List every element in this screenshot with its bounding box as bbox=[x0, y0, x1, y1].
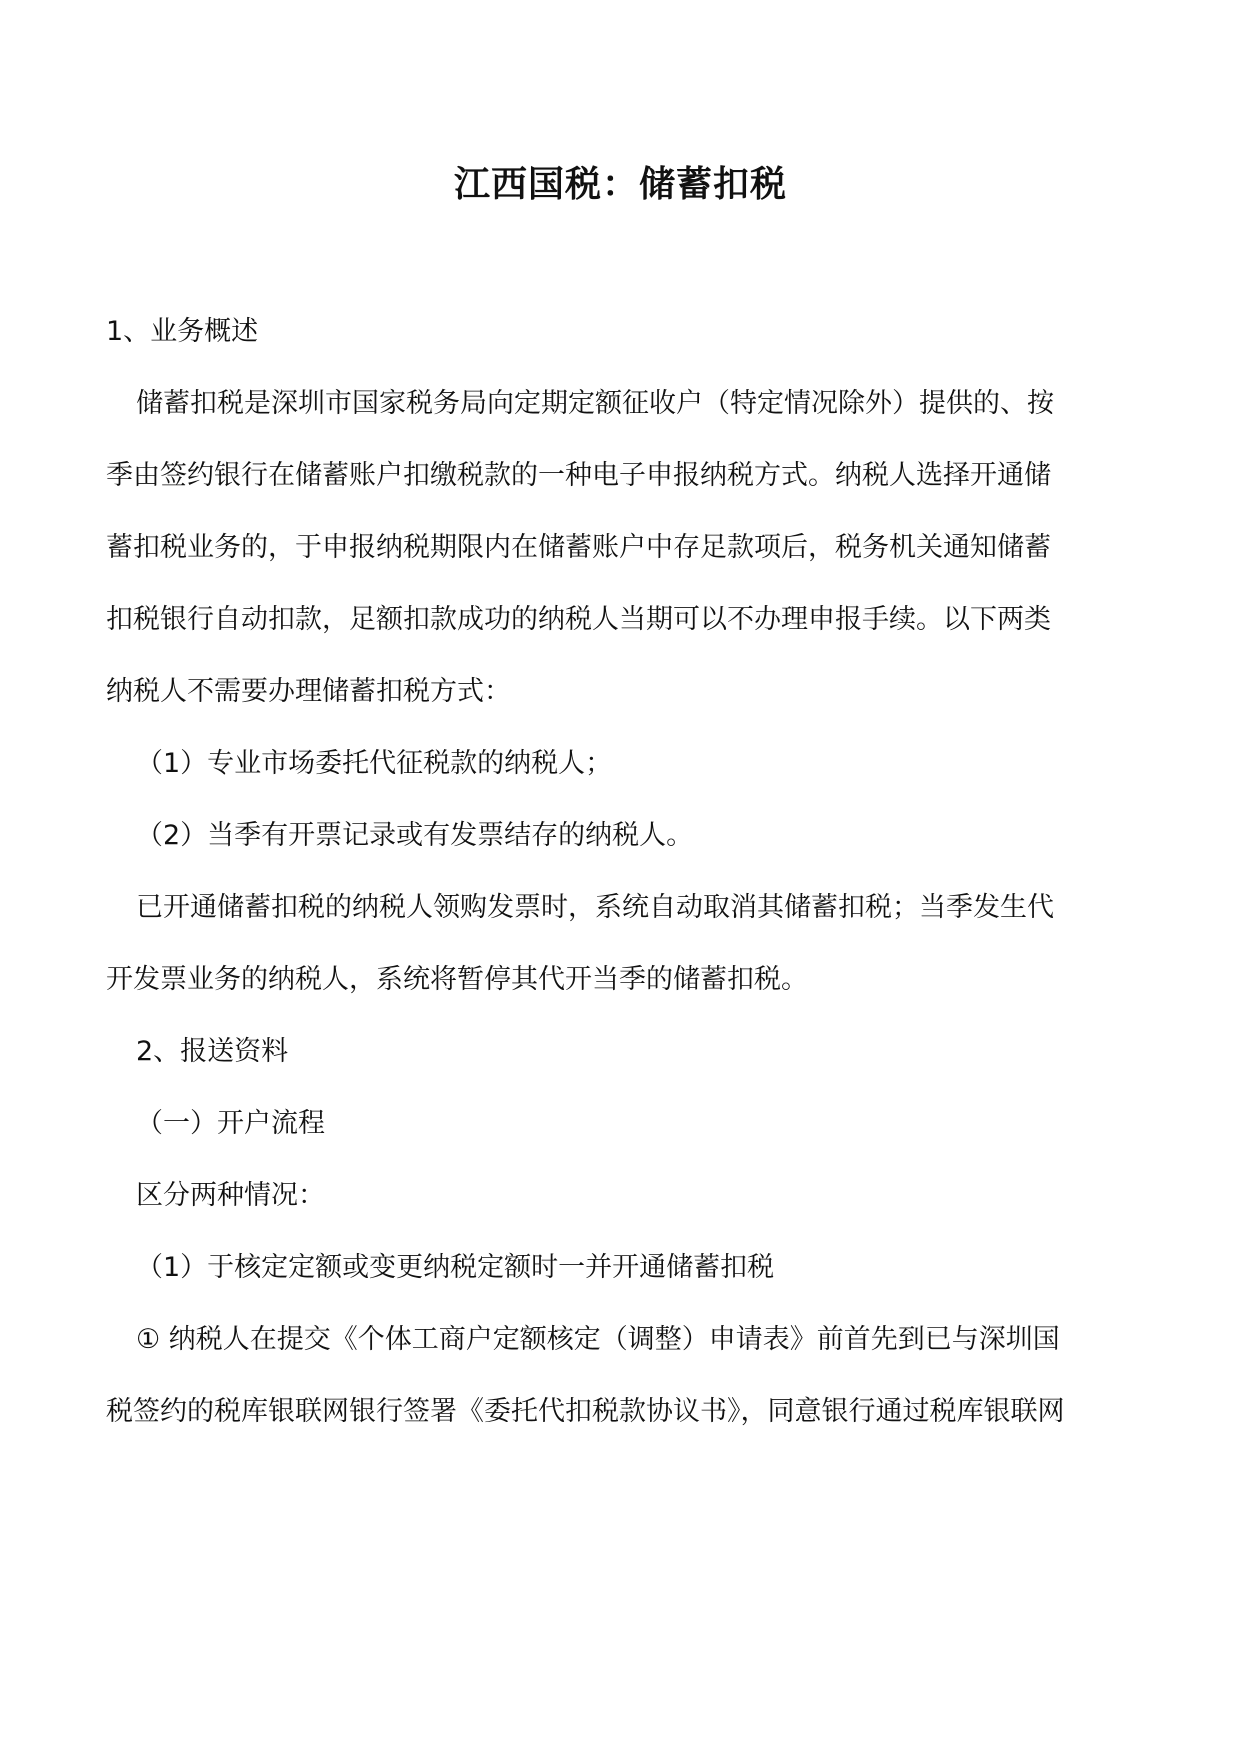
section-heading-materials: 2、报送资料 bbox=[136, 1036, 289, 1067]
subsection-heading: （一）开户流程 bbox=[136, 1108, 325, 1139]
list-item: （1）于核定定额或变更纳税定额时一并开通储蓄扣税 bbox=[136, 1252, 775, 1283]
paragraph-line: 储蓄扣税是深圳市国家税务局向定期定额征收户（特定情况除外）提供的、按 bbox=[136, 388, 1054, 419]
paragraph-line: 区分两种情况： bbox=[136, 1180, 325, 1211]
paragraph-line: 扣税银行自动扣款，足额扣款成功的纳税人当期可以不办理申报手续。以下两类 bbox=[106, 604, 1051, 635]
paragraph-line: 纳税人不需要办理储蓄扣税方式： bbox=[106, 676, 511, 707]
list-item: （2）当季有开票记录或有发票结存的纳税人。 bbox=[136, 820, 694, 851]
paragraph-line: 已开通储蓄扣税的纳税人领购发票时，系统自动取消其储蓄扣税；当季发生代 bbox=[136, 892, 1054, 923]
paragraph-line: ① 纳税人在提交《个体工商户定额核定（调整）申请表》前首先到已与深圳国 bbox=[136, 1324, 1060, 1355]
list-item: （1）专业市场委托代征税款的纳税人； bbox=[136, 748, 613, 779]
paragraph-line: 季由签约银行在储蓄账户扣缴税款的一种电子申报纳税方式。纳税人选择开通储 bbox=[106, 460, 1051, 491]
paragraph-line: 税签约的税库银联网银行签署《委托代扣税款协议书》，同意银行通过税库银联网 bbox=[106, 1396, 1065, 1427]
document-title: 江西国税：储蓄扣税 bbox=[453, 163, 787, 205]
paragraph-line: 开发票业务的纳税人，系统将暂停其代开当季的储蓄扣税。 bbox=[106, 964, 808, 995]
paragraph-line: 蓄扣税业务的，于申报纳税期限内在储蓄账户中存足款项后，税务机关通知储蓄 bbox=[106, 532, 1051, 563]
section-heading-overview: 1、业务概述 bbox=[106, 316, 259, 347]
